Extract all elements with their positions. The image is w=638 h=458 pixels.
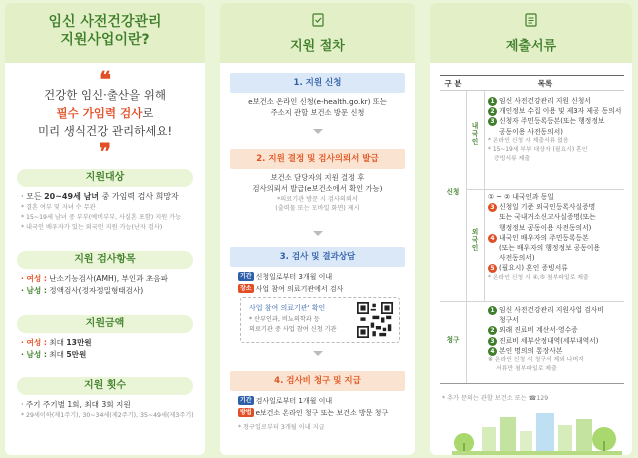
documents-table: [440, 75, 624, 91]
documents-title: 제출서류: [505, 39, 557, 54]
label-foreign: 외 국 인: [471, 228, 479, 252]
qr-code-icon[interactable]: [357, 302, 393, 338]
label-domestic: 내 국 인: [471, 122, 479, 146]
document-icon: [524, 13, 538, 27]
contact-note: * 추가 문의는 관할 보건소 또는 ☎129: [442, 395, 549, 402]
procedure-header: [220, 3, 415, 63]
step3-title: 3. 검사 및 결과상담: [230, 247, 405, 267]
step3-place: 장소 사업 참여 의료기관에서 검사: [240, 285, 344, 293]
foreign-docs: ① ~ ② 내국인과 동일 3 신청일 기준 외국인등록사실증명 또는 국내거소신고사실증명(또는 행정정보 공동이용 사전동의서) 4 내국인 배우자의 주민등록등본 (또는 배우자의 행정정보 공동이용 사전동의서) 5 (필요시) 혼인 증빙서류 * 온라인 신청 시 ④,⑤ 첨부파일로 제출: [488, 193, 601, 281]
step1-title: 1. 지원 신청: [230, 73, 405, 93]
step4-title: 4. 검사비 청구 및 지급: [230, 371, 405, 391]
documents-header: [430, 3, 632, 63]
program-intro-panel: [5, 3, 205, 455]
close-quote-icon: ❞: [99, 139, 111, 165]
target-title: 지원대상: [17, 169, 193, 187]
intro-title: 임신 사전건강관리 지원사업이란?: [48, 14, 162, 49]
items-title: 지원 검사항목: [17, 251, 193, 269]
open-quote-icon: ❝: [99, 67, 111, 93]
amount-body: · 여성 : 최대 13만원 · 남성 : 최대 5만원: [21, 338, 92, 359]
arrow-down-icon: [313, 351, 323, 356]
step3-period: 기간 신청일로부터 3개월 이내: [240, 273, 333, 281]
domestic-docs: 1 임신 사전건강관리 지원 신청서 2 개인정보 수집 이용 및 제3자 제공 동의서 3 신청자 주민등록등본(또는 행정정보 공동이용 사전동의서) * 온라인 신청 시 제출서류 없음 * 15~19세 부부 대상자 (필요시) 혼인 증빙서류 제출: [488, 97, 622, 163]
step1-body: e보건소 온라인 신청(e-health.go.kr) 또는 주소지 관할 보건소 방문 신청: [248, 97, 387, 117]
document-check-icon: [311, 13, 325, 27]
intro-header: [5, 3, 205, 63]
step4-method: 방법 e보건소 온라인 청구 또는 보건소 방문 청구: [240, 409, 389, 417]
step2-title: 2. 지원 결정 및 검사의뢰서 발급: [230, 149, 405, 169]
documents-panel: [430, 3, 632, 455]
procedure-title: 지원 절차: [290, 39, 345, 54]
label-apply: 신청: [446, 188, 460, 196]
intro-text: 건강한 임신·출산을 위해 필수 가임력 검사로 미리 생식건강 관리하세요!: [37, 88, 173, 138]
amount-title: 지원금액: [17, 315, 193, 333]
table-header: 구 분 목록: [440, 75, 624, 91]
step4-note: * 청구일로부터 3개월 이내 지급: [238, 424, 325, 431]
items-body: · 여성 : 난소기능검사(AMH), 부인과 초음파 · 남성 : 정액검사(정자정밀형태검사): [21, 274, 168, 295]
city-skyline-illustration: [452, 407, 622, 455]
target-body: · 모든 20~49세 남녀 중 가임력 검사 희망자 * 결혼 여부 및 자녀 수 무관 * 15~19세 남녀 중 부부(예비부부, 사실혼 포함) 지원 가능 * 내국인 배우자가 있는 외국인 지원 가능(난자 검사): [21, 192, 182, 232]
arrow-down-icon: [313, 129, 323, 134]
label-claim: 청구: [446, 336, 460, 344]
claim-docs: 1 임신 사전건강관리 지원사업 검사비 청구서 2 외래 진료비 계산서·영수증 3 진료비 세부산정내역(세부내역서) 4 본인 명의의 통장사본 ※ 온라인 신청 시 청구서 제외 나머지 서류만 첨부파일로 제출: [488, 306, 604, 373]
count-title: 지원 횟수: [17, 377, 193, 395]
arrow-down-icon: [313, 231, 323, 236]
qr-info-box: 사업 참여 의료기관' 확인 * 산부인과, 비뇨의학과 등 의료기관 중 사업 참여 신청 기관: [240, 297, 400, 343]
count-body: · 주기 주기별 1회, 최대 3회 지원 * 29세이하(제1주기), 30~34세(제2주기), 35~49세(제3주기): [21, 400, 194, 419]
step2-body: 보건소 담당자의 지원 결정 후 검사의뢰서 발급(e보건소에서 확인 가능) *의료기관 방문 시 검사의뢰서 (출력물 또는 모바일 화면) 제시: [252, 173, 383, 213]
step4-period: 기간 검사일로부터 1개월 이내: [240, 397, 333, 405]
procedure-panel: [220, 3, 415, 455]
